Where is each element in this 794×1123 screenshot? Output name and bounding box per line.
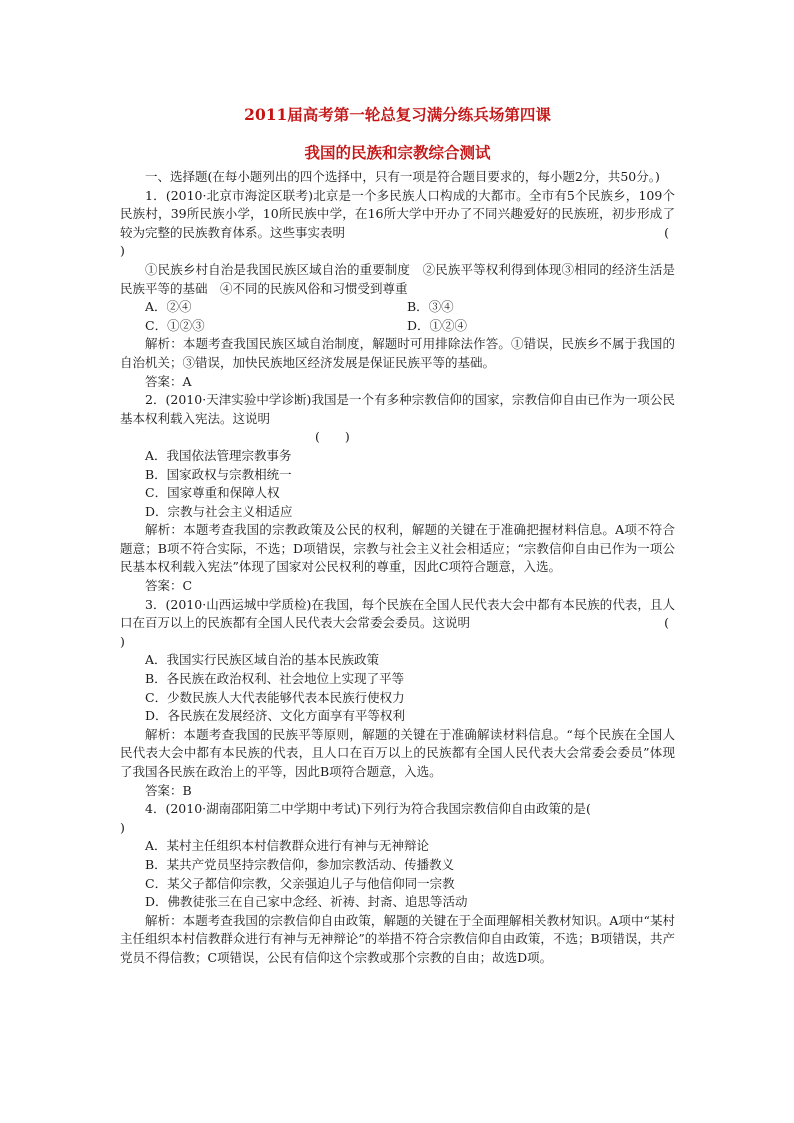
analysis: 解析：本题考查我国的宗教信仰自由政策，解题的关键在于全面理解相关教材知识。A项中“某村主任组织本村信教群众进行有神与无神辩论”的举措不符合宗教信仰自由政策，不选；B项错误，共产党员不得信教；C项错误，公民有信仰这个宗教或那个宗教的自由；故选D项。 bbox=[120, 912, 675, 965]
answer-paren-close: ) bbox=[120, 819, 125, 835]
question-4 bbox=[120, 800, 675, 967]
option-c: C．国家尊重和保障人权 bbox=[145, 485, 280, 501]
answer: 答案：C bbox=[145, 578, 193, 594]
answer-paren: ( bbox=[664, 615, 669, 631]
answer: 答案：A bbox=[145, 373, 192, 389]
question-1 bbox=[120, 187, 675, 392]
question-2 bbox=[120, 391, 675, 596]
question-stem: 4．(2010·湖南邵阳第二中学期中考试)下列行为符合我国宗教信仰自由政策的是( bbox=[145, 801, 591, 817]
question-stem: 3．(2010·山西运城中学质检)在我国，每个民族在全国人民代表大会中都有本民族的代表，且人口在百万以上的民族都有全国人民代表大会常委会委员。这说明 ( bbox=[120, 596, 675, 633]
option-d: D．各民族在发展经济、文化方面享有平等权利 bbox=[145, 708, 406, 724]
answer: 答案：B bbox=[145, 782, 192, 798]
option-c: C．某父子都信仰宗教，父亲强迫儿子与他信仰同一宗教 bbox=[145, 875, 455, 891]
answer-paren: ( bbox=[664, 224, 669, 240]
option-b: B．③④ bbox=[407, 299, 454, 315]
answer-paren-close: ) bbox=[120, 633, 125, 649]
options-row bbox=[120, 298, 675, 317]
option-a: A．我国依法管理宗教事务 bbox=[145, 447, 292, 463]
analysis: 解析：本题考查我国的宗教政策及公民的权利，解题的关键在于准确把握材料信息。A项不符合题意；B项不符合实际，不选；D项错误，宗教与社会主义社会相适应；“宗教信仰自由已作为一项公民基本权利载入宪法”体现了国家对公民权利的尊重，因此C项符合题意，入选。 bbox=[120, 522, 675, 575]
answer-paren: ( ) bbox=[315, 429, 350, 445]
document-subtitle: 我国的民族和宗教综合测试 bbox=[304, 143, 491, 162]
analysis: 解析：本题考查我国民族区域自治制度，解题时可用排除法作答。①错误，民族乡不属于我国的自治机关；③错误，加快民族地区经济发展是保证民族平等的基础。 bbox=[120, 336, 675, 370]
question-stem: 2．(2010·天津实验中学诊断)我国是一个有多种宗教信仰的国家，宗教信仰自由已作为一项公民基本权利载入宪法。这说明 bbox=[120, 392, 675, 426]
option-a: A．②④ bbox=[145, 299, 192, 315]
option-a: A．我国实行民族区域自治的基本民族政策 bbox=[145, 652, 380, 668]
option-b: B．某共产党员坚持宗教信仰，参加宗教活动、传播教义 bbox=[145, 856, 455, 872]
question-3 bbox=[120, 596, 675, 801]
document-title: 2011届高考第一轮总复习满分练兵场第四课 bbox=[244, 105, 551, 124]
option-c: C．①②③ bbox=[145, 317, 205, 333]
option-d: D．宗教与社会主义相适应 bbox=[145, 503, 293, 519]
document-page bbox=[120, 105, 675, 968]
analysis: 解析：本题考查我国的民族平等原则，解题的关键在于准确解读材料信息。“每个民族在全国人民代表大会中都有本民族的代表，且人口在百万以上的民族都有全国人民代表大会常委会委员”体现了我国各民族在政治上的平等，因此B项符合题意，入选。 bbox=[120, 726, 675, 779]
option-c: C．少数民族人大代表能够代表本民族行使权力 bbox=[145, 689, 405, 705]
option-a: A．某村主任组织本村信教群众进行有神与无神辩论 bbox=[145, 838, 430, 854]
option-b: B．各民族在政治权利、社会地位上实现了平等 bbox=[145, 671, 405, 687]
question-stem: 1．(2010·北京市海淀区联考)北京是一个多民族人口构成的大都市。全市有5个民族乡，109个民族村，39所民族小学，10所民族中学，在16所大学中开办了不同兴趣爱好的民族班，初步形成了较为完整的民族教育体系。这些事实表明 ( bbox=[120, 187, 675, 243]
option-d: D．佛教徒张三在自己家中念经、祈祷、封斋、追思等活动 bbox=[145, 894, 468, 910]
option-b: B．国家政权与宗教相统一 bbox=[145, 466, 292, 482]
options-row bbox=[120, 317, 675, 336]
question-statements: ①民族乡村自治是我国民族区域自治的重要制度 ②民族平等权利得到体现③相同的经济生活是民族平等的基础 ④不同的民族风俗和习惯受到尊重 bbox=[120, 261, 675, 296]
answer-paren-close: ) bbox=[120, 243, 125, 259]
section-heading: 一、选择题(在每小题列出的四个选择中，只有一项是符合题目要求的，每小题2分，共50分。) bbox=[145, 169, 660, 184]
option-d: D．①②④ bbox=[407, 317, 468, 333]
